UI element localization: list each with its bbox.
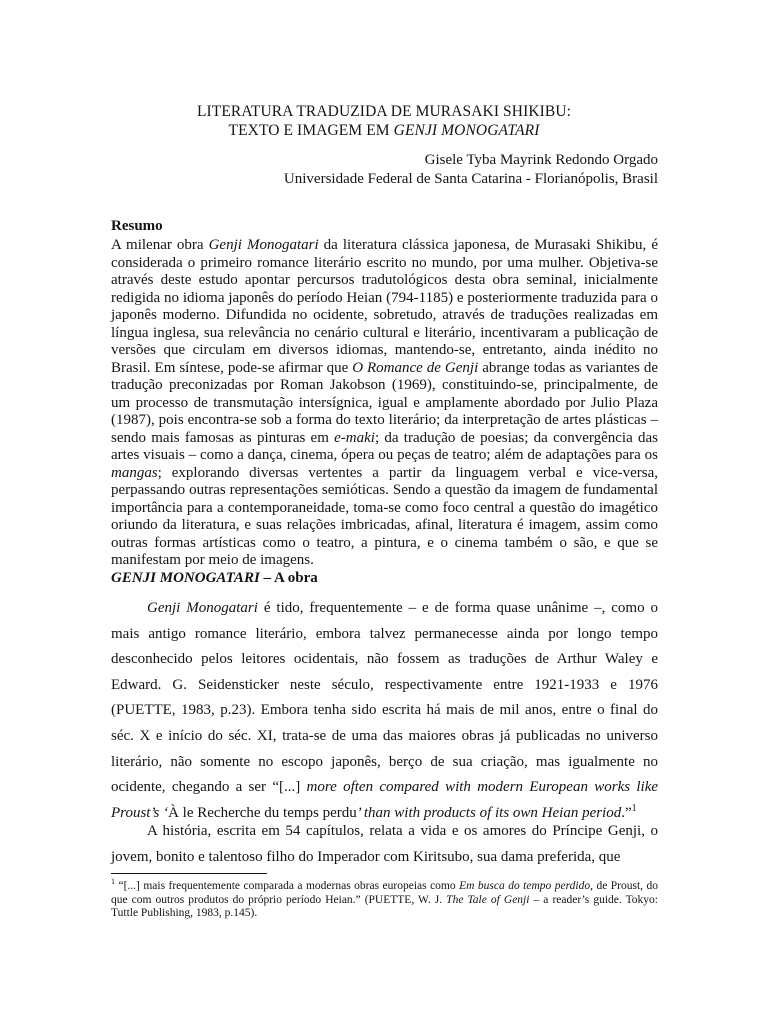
author-affiliation: Universidade Federal de Santa Catarina - Florianópolis, Brasil [283,171,658,187]
title-line-2-prefix: TEXTO E IMAGEM EM [228,122,394,139]
abstract-text [111,237,658,570]
body-paragraph-2: A história, escrita em 54 capítulos, relata a vida e os amores do Príncipe Genji, o jovem, bonito e talentoso filho do Imperador com Kiritsubo, sua dama preferida, que [111,823,658,865]
title-line-2 [110,121,658,140]
para1-italic-3: ’ than with products of its own Heian period [356,804,622,821]
footnote-reference[interactable]: 1 [631,802,637,814]
abstract-text-3: abrange todas as variantes de tradução preconizadas por Roman Jakobson (1969), constituindo-se, principalmente, de um processo de transmutação intersígnica, igual e amplamente abordado por Julio Plaza (1987), pois encontra-se sob a forma do texto literário; da interpretação de artes plásticas – sendo mais famosas as pinturas em [111,359,658,446]
footnote-1 [111,877,658,921]
abstract-text-2: da literatura clássica japonesa, de Murasaki Shikibu, é considerada o primeiro romance literário escrito no mundo, por uma mulher. Objetiva-se através deste estudo apontar percursos tradutológicos desta obra seminal, inicialmente redigida no idioma japonês do período Heian (794-1185) e posteriormente traduzida para o japonês moderno. Difundida no ocidente, sobretudo, através de traduções realizadas em língua inglesa, sua relevância no cenário cultural e literário, incentivaram a publicação de versões que circulam em diversos idiomas, mantendo-se, entretanto, ainda inédito no Brasil. Em síntese, pode-se afirmar que [111,237,658,376]
para1-text-3: .” [621,804,632,821]
body-paragraph-1 [111,596,658,826]
section-heading-italic: GENJI MONOGATARI [111,570,260,586]
section-heading-rest: – A obra [259,570,318,586]
footnote-text-2: , de Proust, do que com outros produtos do próprio período Heian.” (PUETTE, W. J. [111,880,658,906]
title-line-2-italic: GENJI MONOGATARI [393,122,540,139]
footnote-divider [111,873,267,874]
footnote-number: 1 [111,877,115,887]
abstract-italic-4: mangas [111,464,158,481]
footnote-italic-2: The Tale of Genji [446,893,530,906]
footnote-text-3: – a reader’s guide. Tokyo: Tuttle Publishing, 1983, p.145). [111,893,658,919]
footnote-text-1: “[...] mais frequentemente comparada a modernas obras europeias como [115,880,460,892]
author-block [284,151,658,189]
abstract-text-5: ; explorando diversas vertentes a partir da linguagem verbal e vice-versa, perpassando outras representações semióticas. Sendo a questão da imagem de fundamental importância para a contemporaneidade, toma-se como foco central a questão do imagético oriundo da literatura, e suas relações imbricadas, afinal, literatura é imagem, assim como outras formas artísticas como o teatro, a pintura, e o cinema também o são, e que se manifestam por meio de imagens. [111,464,658,568]
para1-italic-2: more often compared with modern European works like Proust’s ‘ [111,779,659,821]
title-line-1: LITERATURA TRADUZIDA DE MURASAKI SHIKIBU: [196,103,572,120]
footnote-italic-1: Em busca do tempo perdido [459,880,591,892]
para1-text-1: é tido, frequentemente – e de forma quase unânime –, como o mais antigo romance literário, embora talvez permanecesse ainda por longo tempo desconhecido pelos leitores ocidentais, não fossem as traduções de Arthur Waley e Edward. G. Seidensticker neste século, respectivamente entre 1921-1933 e 1976 (PUETTE, 1983, p.23). Embora tenha sido escrita há mais de mil anos, entre o final do séc. X e início do séc. XI, trata-se de uma das maiores obras já publicadas no universo literário, não somente no escopo japonês, berço de sua criação, mas igualmente no ocidente, chegando a ser “[...] [111,600,658,796]
abstract-italic-3: e-maki [334,429,375,446]
section-heading [111,569,318,588]
abstract-italic-1: Genji Monogatari [208,237,319,253]
abstract-italic-2: O Romance de Genji [352,359,479,376]
para1-italic-1: Genji Monogatari [147,600,258,616]
para1-text-2: À le Recherche du temps perdu [168,804,357,821]
abstract-heading: Resumo [111,218,163,234]
abstract-text-4: ; da tradução de poesias; da convergência das artes visuais – como a dança, cinema, ópera ou peças de teatro; além de adaptações para os [111,429,658,463]
author-name: Gisele Tyba Mayrink Redondo Orgado [424,152,658,168]
document-title [110,102,658,140]
abstract-text-1: A milenar obra [111,237,209,253]
